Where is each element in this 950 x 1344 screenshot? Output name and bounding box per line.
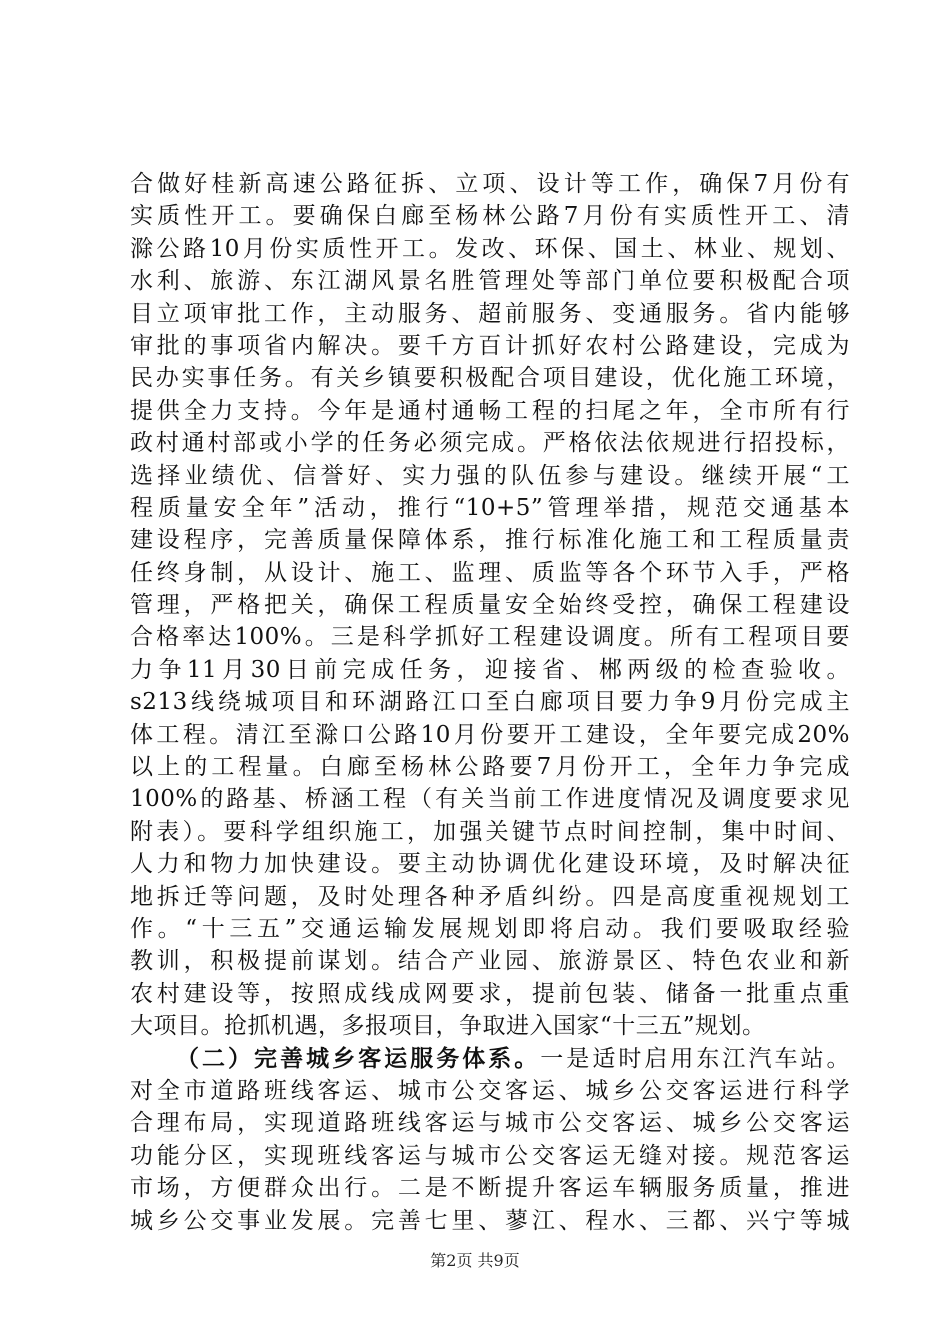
text-line: 水利、旅游、东江湖风景名胜管理处等部门单位要积极配合项 [130,268,850,295]
text-line: 提供全力支持。今年是通村通畅工程的扫尾之年，全市所有行 [130,397,850,424]
text-line: 选择业绩优、信誉好、实力强的队伍参与建设。继续开展“工 [130,462,850,489]
text-line: 目立项审批工作，主动服务、超前服务、变通服务。省内能够 [130,300,850,327]
text-line: 教训，积极提前谋划。结合产业园、旅游景区、特色农业和新 [130,948,850,975]
text-line: 实质性开工。要确保白廊至杨林公路7月份有实质性开工、清 [130,203,850,230]
text-line: 民办实事任务。有关乡镇要积极配合项目建设，优化施工环境， [130,365,850,392]
text-line: 体工程。清江至滁口公路10月份要开工建设，全年要完成20% [130,721,850,748]
section-2-body [130,1075,850,1237]
page-footer: 第2页 共9页 [430,1251,520,1270]
text-line: 政村通村部或小学的任务必须完成。严格依法依规进行招投标， [130,430,850,457]
text-line: 人力和物力加快建设。要主动协调优化建设环境，及时解决征 [130,851,850,878]
text-line: 作。“十三五”交通运输发展规划即将启动。我们要吸取经验 [130,915,850,942]
text-line: 对全市道路班线客运、城市公交客运、城乡公交客运进行科学 [130,1077,850,1104]
text-line: 合做好桂新高速公路征拆、立项、设计等工作，确保7月份有 [130,171,850,197]
text-line: 滁公路10月份实质性开工。发改、环保、国土、林业、规划、 [130,235,850,262]
text-line: 任终身制，从设计、施工、监理、质监等各个环节入手，严格 [130,559,850,586]
text-line: 以上的工程量。白廊至杨林公路要7月份开工，全年力争完成 [130,754,850,781]
text-line: 农村建设等，按照成线成网要求，提前包装、储备一批重点重 [130,980,850,1007]
section-2-heading: （二）完善城乡客运服务体系。 [176,1044,541,1072]
text-line: 100%的路基、桥涵工程（有关当前工作进度情况及调度要求见 [130,786,850,813]
text-line: 审批的事项省内解决。要千方百计抓好农村公路建设，完成为 [130,332,850,359]
section-2-first-line [130,1043,850,1075]
section-2-first-line-text: 一是适时启用东江汽车站。 [540,1045,851,1072]
text-line: 功能分区，实现班线客运与城市公交客运无缝对接。规范客运 [130,1142,850,1169]
text-line: s213线绕城项目和环湖路江口至白廊项目要力争9月份完成主 [130,689,850,716]
text-line: 城乡公交事业发展。完善七里、蓼江、程水、三都、兴宁等城 [130,1207,850,1234]
text-line: 程质量安全年”活动，推行“10+5”管理举措，规范交通基本 [130,494,850,521]
text-line: 合理布局，实现道路班线客运与城市公交客运、城乡公交客运 [130,1110,850,1137]
text-line: 市场，方便群众出行。二是不断提升客运车辆服务质量，推进 [130,1175,850,1202]
text-line: 合格率达100%。三是科学抓好工程建设调度。所有工程项目要 [130,624,850,651]
text-line: 地拆迁等问题，及时处理各种矛盾纠纷。四是高度重视规划工 [130,883,850,910]
text-line: 大项目。抢抓机遇，多报项目，争取进入国家“十三五”规划。 [130,1013,766,1040]
text-line: 附表）。要科学组织施工，加强关键节点时间控制，集中时间、 [130,818,850,845]
text-line: 力争11月30日前完成任务，迎接省、郴两级的检查验收。 [130,656,850,683]
text-line: 管理，严格把关，确保工程质量安全始终受控，确保工程建设 [130,592,850,619]
document-body [130,168,850,1237]
text-line: 建设程序，完善质量保障体系，推行标准化施工和工程质量责 [130,527,850,554]
paragraph-1 [130,168,850,1043]
